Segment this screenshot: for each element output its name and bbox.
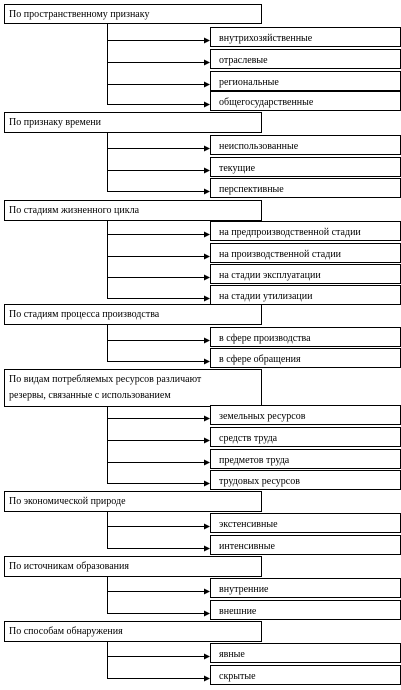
group-header: По способам обнаружения xyxy=(9,626,123,637)
item-label: интенсивные xyxy=(219,541,275,552)
arrowhead-icon xyxy=(204,589,210,595)
item-label: на стадии утилизации xyxy=(219,291,313,302)
group-3 xyxy=(5,201,401,305)
group-header: По стадиям жизненного цикла xyxy=(9,205,140,216)
arrowhead-icon xyxy=(204,416,210,422)
item-label: экстенсивные xyxy=(219,519,278,530)
group-8 xyxy=(5,622,401,685)
item-label: в сфере обращения xyxy=(219,354,301,365)
group-header: По стадиям процесса производства xyxy=(9,309,160,320)
item-label: региональные xyxy=(219,77,279,88)
arrowhead-icon xyxy=(204,82,210,88)
arrowhead-icon xyxy=(204,546,210,552)
group-1 xyxy=(5,5,401,111)
arrowhead-icon xyxy=(204,168,210,174)
arrowhead-icon xyxy=(204,38,210,44)
arrowhead-icon xyxy=(204,146,210,152)
arrowhead-icon xyxy=(204,338,210,344)
arrowhead-icon xyxy=(204,60,210,66)
group-6 xyxy=(5,492,401,555)
group-header: По пространственному признаку xyxy=(9,9,150,20)
item-label: предметов труда xyxy=(219,455,290,466)
item-label: на предпроизводственной стадии xyxy=(219,227,361,238)
item-label: внутренние xyxy=(219,584,269,595)
arrowhead-icon xyxy=(204,481,210,487)
arrowhead-icon xyxy=(204,460,210,466)
group-5 xyxy=(5,370,401,490)
arrowhead-icon xyxy=(204,102,210,108)
arrowhead-icon xyxy=(204,654,210,660)
group-2 xyxy=(5,113,401,198)
arrowhead-icon xyxy=(204,611,210,617)
group-4 xyxy=(5,305,401,368)
item-label: неиспользованные xyxy=(219,141,299,152)
group-7 xyxy=(5,557,401,620)
arrowhead-icon xyxy=(204,275,210,281)
item-label: на стадии эксплуатации xyxy=(219,270,321,281)
group-header: По источникам образования xyxy=(9,561,129,572)
group-header: По экономической природе xyxy=(9,496,126,507)
arrowhead-icon xyxy=(204,524,210,530)
arrowhead-icon xyxy=(204,254,210,260)
item-label: отраслевые xyxy=(219,55,268,66)
arrowhead-icon xyxy=(204,296,210,302)
item-label: перспективные xyxy=(219,184,284,195)
item-label: общегосударственные xyxy=(219,97,314,108)
arrowhead-icon xyxy=(204,232,210,238)
arrowhead-icon xyxy=(204,438,210,444)
item-label: явные xyxy=(219,649,245,660)
arrowhead-icon xyxy=(204,676,210,682)
item-label: скрытые xyxy=(219,671,256,682)
group-header: По признаку времени xyxy=(9,117,102,128)
item-label: средств труда xyxy=(219,433,278,444)
item-label: внутрихозяйственные xyxy=(219,33,313,44)
item-label: внешние xyxy=(219,606,257,617)
group-header: По видам потребляемых ресурсов различают резервы, связанные с использованием xyxy=(9,374,202,401)
arrowhead-icon xyxy=(204,189,210,195)
item-label: на производственной стадии xyxy=(219,249,342,260)
item-label: текущие xyxy=(219,163,256,174)
item-label: земельных ресурсов xyxy=(219,411,306,422)
item-label: трудовых ресурсов xyxy=(219,476,300,487)
item-label: в сфере производства xyxy=(219,333,311,344)
arrowhead-icon xyxy=(204,359,210,365)
